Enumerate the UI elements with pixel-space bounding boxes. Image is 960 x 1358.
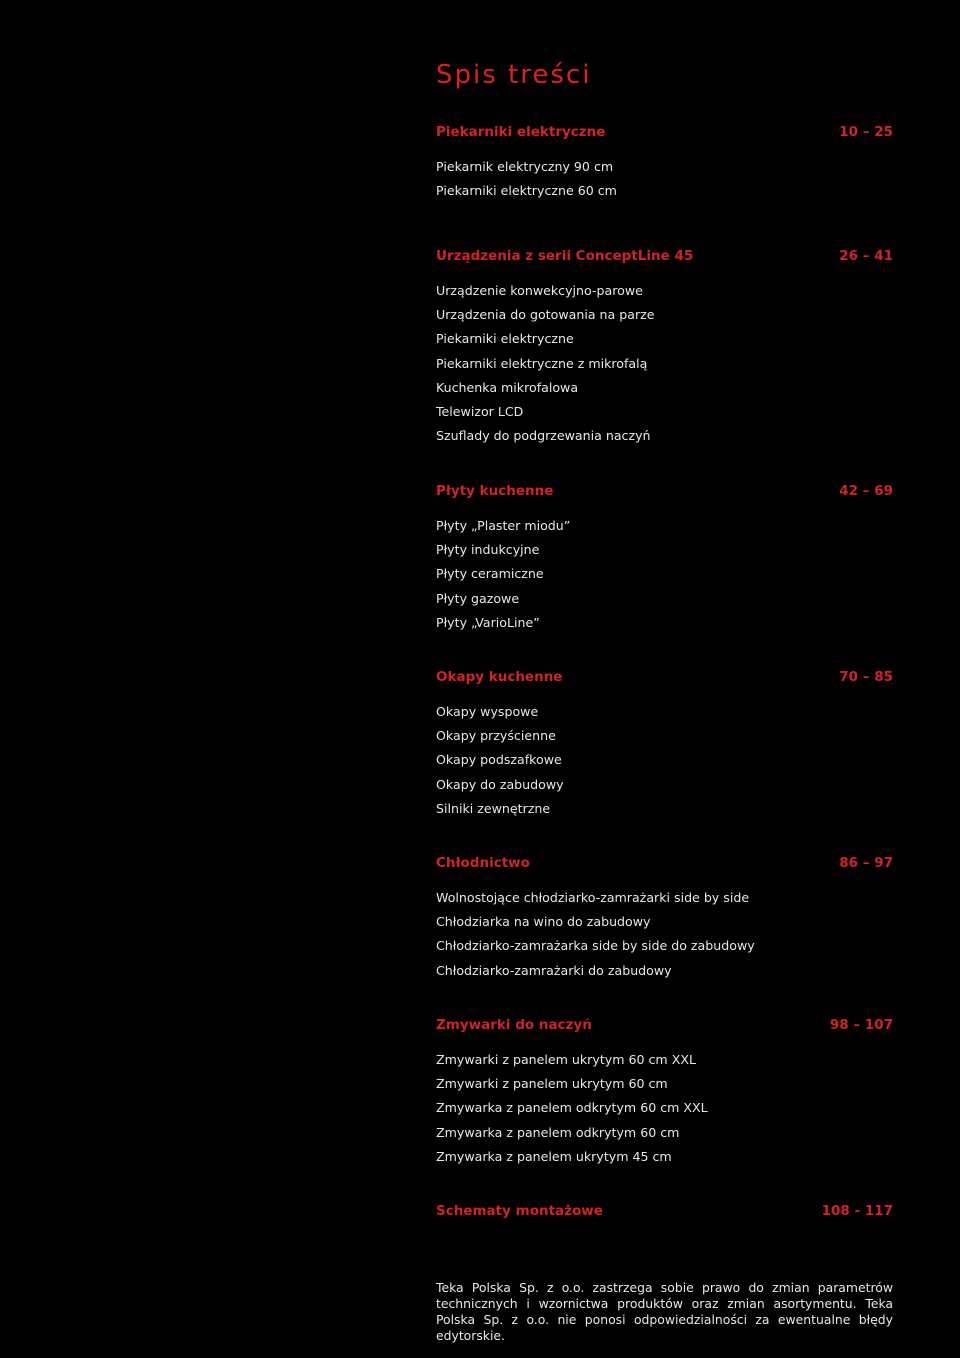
section-header	[436, 1200, 893, 1222]
list-item: Urządzenia do gotowania na parze	[436, 307, 655, 323]
list-item: Płyty „VarioLine”	[436, 614, 540, 630]
section-title: Urządzenia z serii ConceptLine 45	[436, 248, 694, 264]
list-item: Piekarniki elektryczne	[436, 331, 574, 347]
list-item: Płyty „Plaster miodu”	[436, 518, 571, 533]
list-item: Telewizor LCD	[436, 403, 524, 419]
section-title: Piekarniki elektryczne	[436, 124, 606, 140]
toc-section-zmywarki	[436, 1014, 893, 1200]
list-item: Urządzenie konwekcyjno-parowe	[436, 283, 643, 298]
list-item: Okapy do zabudowy	[436, 776, 564, 792]
section-items	[436, 1048, 893, 1169]
section-title: Zmywarki do naczyń	[436, 1017, 592, 1033]
section-title: Płyty kuchenne	[436, 483, 554, 499]
list-item: Chłodziarka na wino do zabudowy	[436, 914, 651, 930]
section-items	[436, 886, 893, 983]
section-items	[436, 514, 893, 635]
list-item: Silniki zewnętrzne	[436, 800, 551, 816]
list-item: Płyty gazowe	[436, 590, 520, 606]
list-item: Zmywarki z panelem ukrytym 60 cm	[436, 1076, 668, 1092]
list-item: Zmywarki z panelem ukrytym 60 cm XXL	[436, 1052, 696, 1067]
section-page-range: 98 – 107	[829, 1017, 893, 1033]
toc-section-plyty	[436, 480, 893, 666]
footer-disclaimer: Teka Polska Sp. z o.o. zastrzega sobie prawo do zmian parametrów technicznych i wzornictwa produktów oraz zmian asortymentu. Teka Polska Sp. z o.o. nie ponosi odpowiedzialności za ewentualne błędy edytorskie.	[436, 1280, 893, 1344]
list-item: Zmywarka z panelem odkrytym 60 cm	[436, 1124, 680, 1140]
list-item: Okapy przyścienne	[436, 728, 556, 744]
section-header	[436, 666, 893, 688]
section-title: Schematy montażowe	[436, 1203, 603, 1219]
list-item: Płyty indukcyjne	[436, 542, 540, 558]
list-item: Szuflady do podgrzewania naczyń	[436, 428, 651, 444]
toc-section-conceptline	[436, 245, 893, 480]
section-header	[436, 852, 893, 874]
list-item: Kuchenka mikrofalowa	[436, 379, 579, 395]
section-page-range: 70 – 85	[839, 669, 893, 685]
section-title: Okapy kuchenne	[436, 669, 563, 685]
list-item: Chłodziarko-zamrażarki do zabudowy	[436, 962, 672, 978]
section-header	[436, 1014, 893, 1036]
section-title: Chłodnictwo	[436, 855, 530, 871]
list-item: Zmywarka z panelem odkrytym 60 cm XXL	[436, 1100, 708, 1116]
list-item: Okapy podszafkowe	[436, 752, 562, 768]
section-page-range: 26 – 41	[839, 248, 893, 264]
list-item: Piekarniki elektryczne 60 cm	[436, 183, 617, 199]
section-items	[436, 700, 893, 821]
list-item: Okapy wyspowe	[436, 704, 539, 719]
section-page-range: 108 - 117	[821, 1203, 893, 1219]
table-of-contents	[436, 121, 893, 1230]
page-title: Spis treści	[436, 60, 592, 91]
list-item: Chłodziarko-zamrażarka side by side do zabudowy	[436, 938, 755, 954]
section-header	[436, 245, 893, 267]
list-item: Zmywarka z panelem ukrytym 45 cm	[436, 1148, 672, 1164]
section-page-range: 42 – 69	[839, 483, 893, 499]
toc-section-okapy	[436, 666, 893, 852]
list-item: Płyty ceramiczne	[436, 566, 544, 582]
list-item: Piekarniki elektryczne z mikrofalą	[436, 355, 648, 371]
section-items	[436, 279, 893, 448]
toc-section-chlodnictwo	[436, 852, 893, 1014]
list-item: Wolnostojące chłodziarko-zamrażarki side by side	[436, 890, 750, 905]
section-header	[436, 480, 893, 502]
section-page-range: 86 – 97	[839, 855, 893, 871]
toc-section-schematy	[436, 1200, 893, 1230]
list-item: Piekarnik elektryczny 90 cm	[436, 159, 614, 174]
section-items	[436, 155, 893, 203]
section-page-range: 10 – 25	[839, 124, 893, 140]
section-header	[436, 121, 893, 143]
toc-section-piekarniki	[436, 121, 893, 245]
